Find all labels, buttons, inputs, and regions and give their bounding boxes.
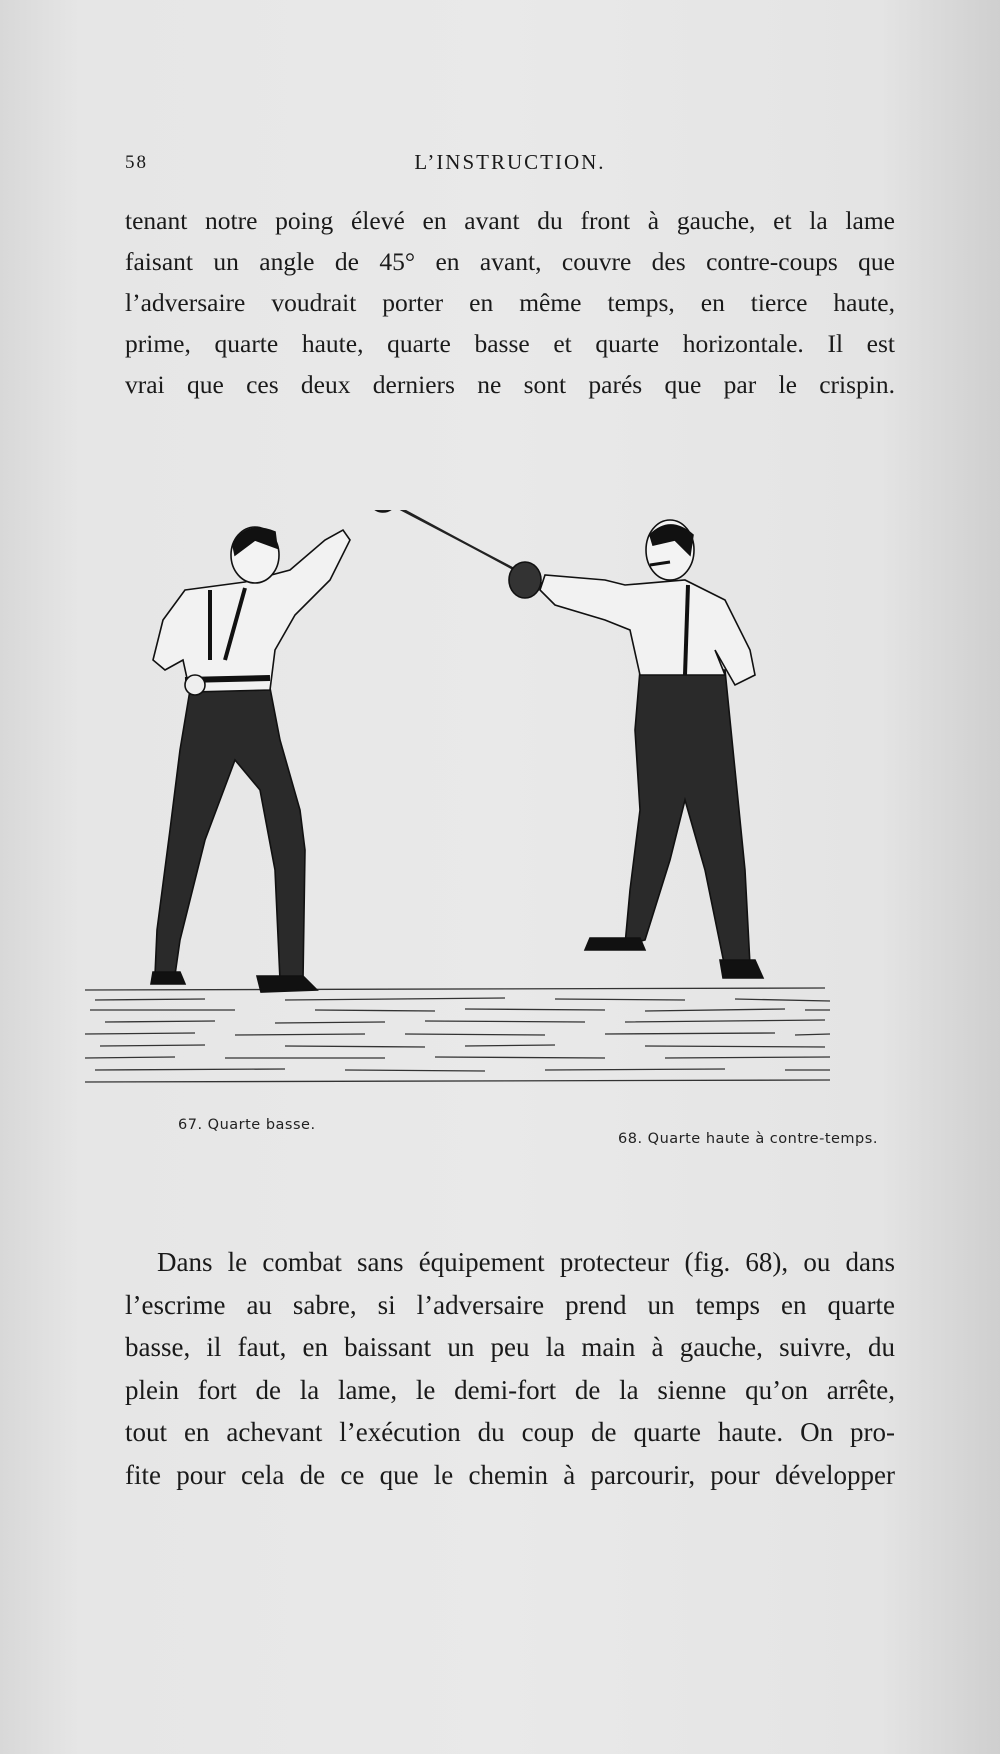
- right-fencer: [509, 520, 763, 978]
- paragraph-top: [125, 200, 895, 405]
- page-number: 58: [125, 152, 148, 173]
- text-line: basse, il faut, en baissant un peu la main à gauche, suivre, du: [125, 1332, 895, 1362]
- figure-caption-68: 68. Quarte haute à contre-temps.: [618, 1131, 878, 1147]
- page-header: [125, 148, 895, 180]
- text-line: l’adversaire voudrait porter en même temps, en tierce haute,: [125, 288, 895, 317]
- text-line: Dans le combat sans équipement protecteur (fig. 68), ou dans: [157, 1247, 895, 1277]
- text-line: fite pour cela de ce que le chemin à parcourir, pour développer: [125, 1459, 895, 1490]
- figure-caption-67: 67. Quarte basse.: [178, 1117, 316, 1133]
- paragraph-bottom: [125, 1241, 895, 1496]
- left-fencer: [151, 510, 397, 992]
- fencing-engraving: [85, 510, 930, 1105]
- text-line: prime, quarte haute, quarte basse et quarte horizontale. Il est: [125, 329, 895, 358]
- running-title: L’INSTRUCTION.: [414, 150, 606, 174]
- floor-hatching: [85, 988, 830, 1082]
- text-line: tenant notre poing élevé en avant du front à gauche, et la lame: [125, 206, 895, 235]
- text-line: plein fort de la lame, le demi-fort de la sienne qu’on arrête,: [125, 1374, 895, 1405]
- text-line: tout en achevant l’exécution du coup de quarte haute. On pro-: [125, 1417, 895, 1447]
- text-line: l’escrime au sabre, si l’adversaire prend un temps en quarte: [125, 1289, 895, 1320]
- text-line: faisant un angle de 45° en avant, couvre des contre-coups que: [125, 247, 895, 276]
- text-line: vrai que ces deux derniers ne sont parés que par le crispin.: [125, 370, 895, 399]
